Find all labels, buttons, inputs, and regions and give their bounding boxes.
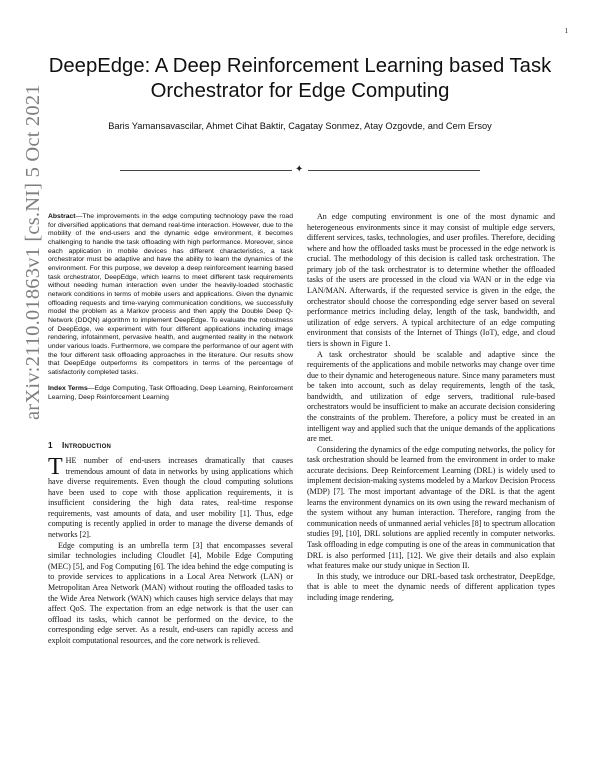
abstract-block <box>48 213 293 403</box>
right-paragraph-3: Considering the dynamics of the edge computing networks, the policy for task orchestration should be learned from the environment in order to make accurate decisions. Deep Reinforcement Learning (DRL) is widely used to implement decision-making systems modeled by a Markov Decision Process (MDP) [7]. The most important advantage of the DRL is that the agent learns the environment dynamics on its own using the reward mechanism of the system without any human interaction. Therefore, ranging from the communication needs of unmanned aerial vehicles [8] to spectrum allocation studies [9], [10], DRL solutions are applied recently in computer networks. Task offloading in edge computing is one of the areas in communication that DRL is also performed [11], [12]. We give their details and also explain what features make our study unique in Section II. <box>307 444 555 571</box>
right-paragraph-4: In this study, we introduce our DRL-based task orchestrator, DeepEdge, that is able to meet the dynamic needs of different application types including image rendering, <box>307 571 555 602</box>
index-terms-lead: Index Terms <box>48 385 88 393</box>
intro-paragraph-1 <box>48 456 293 541</box>
intro-paragraph-2: Edge computing is an umbrella term [3] that encompasses several similar technologies including Cloudlet [4], Mobile Edge Computing (MEC) [5], and Fog Computing [6]. The idea behind the edge computing is to provide services to applications in a Local Area Network (LAN) or Metropolitan Area Network (MAN) without routing the offloaded tasks to the Wide Area Network (WAN) which causes high service delays that may affect QoS. The expectation from an edge network is that the user can offload its tasks, which cannot be performed on the device, to the corresponding edge server. As a result, end-users can rapidly access and exploit computational resources, and the core network is relieved. <box>48 540 293 645</box>
separator-diamond-icon: ✦ <box>295 164 304 175</box>
abstract-lead: Abstract <box>48 213 76 220</box>
separator-line-left <box>120 170 292 171</box>
right-column <box>307 212 555 603</box>
right-paragraph-1: An edge computing environment is one of the most dynamic and heterogeneous environments since it may consist of multiple edge servers, different services, tasks, technologies, and user profiles. Therefore, deciding where and how the offloaded tasks must be processed in the edge network is crucial. The methodology of this decision is called task orchestration. The primary job of the task orchestrator is to determine whether the offloaded tasks of the users are processed in the cloud via WAN or in the edge via LAN/MAN. Afterwards, if the requested service is given in the edge, the orchestrator should choose the corresponding edge server based on several performance metrics including delay, length of the task, bandwidth, and utilization of edge servers. A typical architecture of an edge computing environment that consists of the Internet of Things (IoT), edge, and cloud tiers is shown in Figure 1. <box>307 212 555 348</box>
drop-cap: T <box>48 454 63 480</box>
separator-line-right <box>308 170 480 171</box>
page-number: 1 <box>564 27 568 35</box>
section-number: 1 <box>48 441 53 450</box>
intro-paragraph-1-text: HE number of end-users increases dramatically that causes tremendous amount of data in networks by using applications which have diverse requirements. Even though the cloud computing solutions have been used to cope with those application requirements, it is insufficient considering the high data rates, real-time response requirements, vast amounts of data, and user mobility [1]. Thus, edge computing is recently applied in order to manage the diverse demands of networks [2]. <box>48 456 293 540</box>
title-separator <box>120 166 480 176</box>
author-list: Baris Yamansavascilar, Ahmet Cihat Baktir, Cagatay Sonmez, Atay Ozgovde, and Cem Ersoy <box>108 121 492 131</box>
section-title: Introduction <box>62 441 112 450</box>
index-terms-text: —Edge Computing, Task Offloading, Deep Learning, Reinforcement Learning, Deep Reinforcement Learning <box>48 385 293 402</box>
abstract-text: —The improvements in the edge computing technology pave the road for diversified applications that demand real-time interaction. However, due to the mobility of the end-users and the dynamic edge environment, it becomes challenging to handle the task offloading with high performance. Moreover, since each application in mobile devices has different characteristics, a task orchestrator must be adaptive and have the ability to learn the dynamics of the environment. For this purpose, we develop a deep reinforcement learning based task orchestrator, DeepEdge, which learns to meet different task requirements without needing human interaction even under the heavily-loaded stochastic network conditions in terms of mobile users and applications. Given the dynamic offloading requests and time-varying communication conditions, we successfully model the problem as a Markov process and then apply the Double Deep Q-Network (DDQN) algorithm to implement DeepEdge. To evaluate the robustness of DeepEdge, we experiment with four different applications including image rendering, infotainment, pervasive health, and augmented reality in the network under various loads. Furthermore, we compare the performance of our agent with the four different task offloading approaches in the literature. Our results show that DeepEdge outperforms its competitors in terms of the percentage of satisfactorily completed tasks. <box>48 213 293 376</box>
section-heading <box>48 440 293 452</box>
arxiv-identifier-stamp: arXiv:2110.01863v1 [cs.NI] 5 Oct 2021 <box>22 84 44 420</box>
introduction-section <box>48 440 293 646</box>
index-terms <box>48 385 293 402</box>
paper-title: DeepEdge: A Deep Reinforcement Learning based Task Orchestrator for Edge Computing <box>48 55 552 102</box>
right-paragraph-2: A task orchestrator should be scalable and adaptive since the requirements of the applications and mobile networks may change over time due to their dynamic and heterogeneous nature. Since many parameters must be taken into account, such as delay requirements, length of the task, bandwidth, and utilization of edge servers, traditional rule-based orchestrators would be insufficient to make an accurate decision considering the constraints of the problem. Therefore, a policy must be created in an intelligent way and applied such that the unique demands of the applications are met. <box>307 349 555 444</box>
abstract <box>48 213 293 377</box>
